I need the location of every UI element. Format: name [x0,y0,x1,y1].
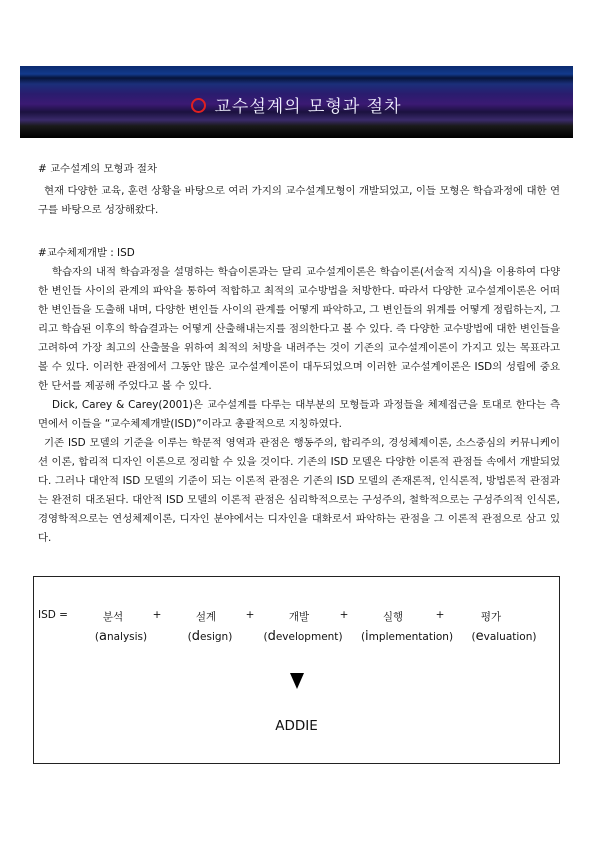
banner-title [20,92,573,117]
stage-en: (implementation) [360,629,454,644]
section-intro [38,160,560,220]
stage-ko: 분석 [102,611,124,623]
stage-en: (development) [263,629,343,644]
stage-en: (analysis) [94,629,148,644]
stage-ko: 개발 [288,611,310,623]
banner-title-text: 교수설계의 모형과 절차 [214,97,402,117]
addie-diagram [33,576,560,764]
section-isd [38,244,560,548]
paragraph: 현재 다양한 교육, 훈련 상황을 바탕으로 여러 가지의 교수설계모형이 개발되었고, 이들 모형은 학습과정에 대한 연구를 바탕으로 성장해왔다. [38,185,560,216]
paragraph: 기존 ISD 모델의 기준을 이루는 학문적 영역과 관점은 행동주의, 합리주의, 경성체제이론, 소스중심의 커뮤니케이션 이론, 합리적 디자인 이론으로 정리할 수 있을 것이다. 기존의 ISD 모델은 다양한 이론적 관점들 속에서 개발되었다. 그러나 대안적 ISD 모델의 기준이 되는 이론적 관점은 기존의 ISD 모델의 존재론적, 인식론적, 방법론적 관점과는 완전히 대조된다. 대안적 ISD 모델의 이론적 관점은 심리학적으로는 구성주의, 철학적으로는 구성주의적 인식론, 경영학적으로는 연성체제이론, 디자인 분야에서는 디자인을 대화로서 파악하는 관점을 그 이론적 관점으로 삼고 있다. [38,437,560,544]
stage-en: (design) [187,629,233,644]
paragraph: 학습자의 내적 학습과정을 설명하는 학습이론과는 달리 교수설계이론은 학습이론(서술적 지식)을 이용하여 다양한 변인들 사이의 관계의 파악을 통하여 적합하고 최적의 교수방법을 처방한다. 따라서 다양한 교수설계이론은 어떠한 변인들을 도출해 내며, 다양한 변인들 사이의 관계를 어떻게 파악하고, 그 변인들의 위계를 어떻게 정립하는지, 그리고 학습된 이후의 학습결과는 어떻게 산출해내는지를 점의한다고 볼 수 있다. 즉 다양한 교수방법에 대한 변인들을 고려하여 가장 최고의 산출물을 위하여 최적의 처방을 내려주는 것이 기존의 교수설계이론이 가지고 있는 목표라고 볼 수 있다. 이러한 관점에서 그동안 많은 교수설계이론이 대두되었으며 이러한 교수설계이론은 ISD의 성립에 중요한 단서를 제공해 주었다고 볼 수 있다. [38,266,560,392]
circle-icon [191,98,206,113]
plus-sign: + [245,609,255,621]
stage-en: (evaluation) [471,629,537,644]
plus-sign: + [339,609,349,621]
isd-equals: ISD = [38,609,68,621]
stage-ko: 설계 [195,611,217,623]
stage-ko: 평가 [480,611,502,623]
section-heading: #교수체제개발 : ISD [38,247,135,259]
addie-label: ADDIE [275,718,318,734]
stage-ko: 실행 [382,611,404,623]
paragraph: Dick, Carey & Carey(2001)은 교수설계를 다루는 대부분의 모형들과 과정들을 체제접근을 토대로 한다는 측면에서 이들을 “교수체제개발(ISD)”이라고 총괄적으로 지칭하였다. [38,399,560,430]
plus-sign: + [435,609,445,621]
plus-sign: + [152,609,162,621]
down-arrow-icon [290,673,304,689]
section-heading: # 교수설계의 모형과 절차 [38,163,157,175]
title-banner [20,66,573,138]
